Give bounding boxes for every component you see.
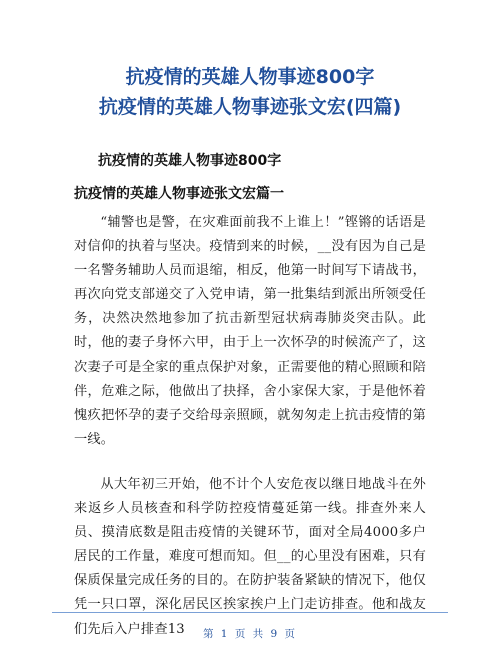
article-subheading: 抗疫情的英雄人物事迹张文宏篇一 xyxy=(74,186,284,202)
section-heading: 抗疫情的英雄人物事迹800字 xyxy=(98,153,282,169)
document-title-line1: 抗疫情的英雄人物事迹800字 xyxy=(125,66,375,88)
document-title-line2: 抗疫情的英雄人物事迹张文宏(四篇) xyxy=(98,96,402,118)
footer-divider xyxy=(52,612,448,613)
body-paragraph-1: “辅警也是警，在灾难面前我不上谁上！”铿锵的话语是对信仰的执着与坚决。疫情到来的时候，__没有因为自己是一名警务辅助人员而退缩，相反，他第一时间写下请战书，再次向党支部递交了入党申请，第一批集结到派出所领受任务，决然决然地参加了抗击新型冠状病毒肺炎突击队。此时，他的妻子身怀六甲，由于上一次怀孕的时候流产了，这次妻子可是全家的重点保护对象，正需要他的精心照顾和陪伴，危难之际，他做出了抉择，舍小家保大家，于是他怀着愧疚把怀孕的妻子交给母亲照顾，就匆匆走上抗击疫情的第一线。 xyxy=(74,215,426,447)
body-paragraph-2: 从大年初三开始，他不计个人安危夜以继日地战斗在外来返乡人员核查和科学防控疫情蔓延第一线。排查外来人员、摸清底数是阻击疫情的关键环节，面对全局4000多户居民的工作量，难度可想而知。但__的心里没有困难，只有保质保量完成任务的目的。在防护装备紧缺的情况下，他仅凭一只口罩，深化居民区挨家挨户上门走访排查。他和战友们先后入户排查13 xyxy=(74,477,426,637)
page-number-footer: 第 1 页 共 9 页 xyxy=(202,628,298,640)
